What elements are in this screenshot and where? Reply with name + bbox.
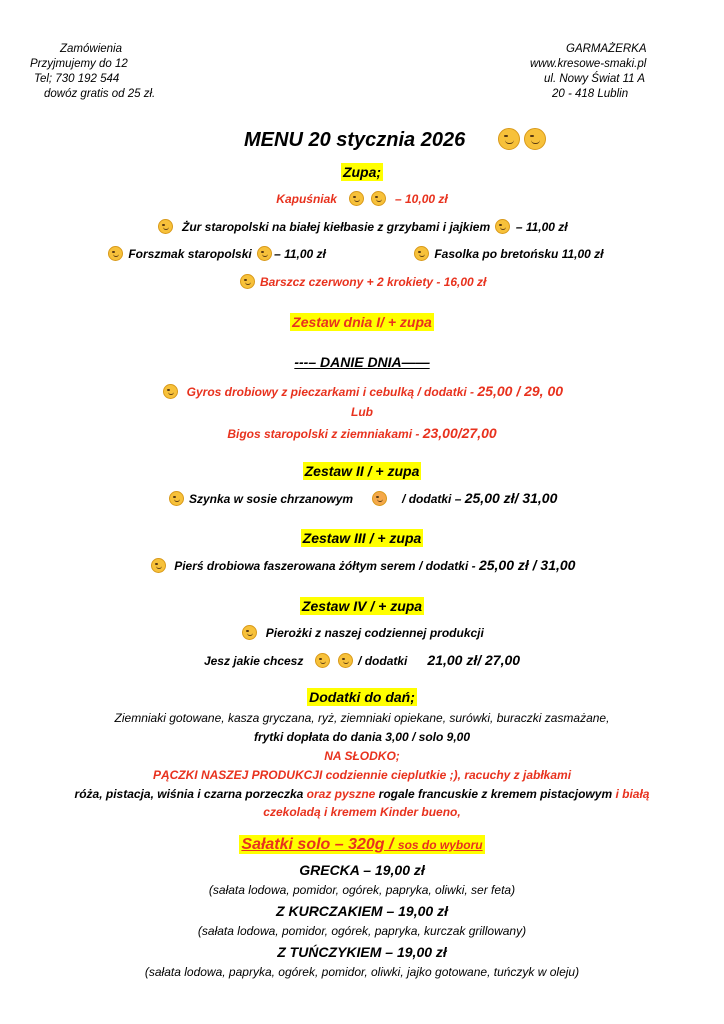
soup-name: Kapuśniak <box>276 192 337 206</box>
soup-name: Żur staropolski na białej kiełbasie z grzybami i jajkiem <box>182 220 491 234</box>
wink-emoji-icon <box>495 219 510 234</box>
header-left-line: Przyjmujemy do 12 <box>30 58 128 70</box>
or-label: Lub <box>351 405 373 419</box>
header-right-line: ul. Nowy Świat 11 A <box>544 73 645 85</box>
wink-emoji-icon <box>498 128 520 150</box>
wink-emoji-icon <box>242 625 257 640</box>
danie-dnia-heading: ---– DANIE DNIA—— <box>294 354 430 370</box>
soup-heading-row <box>0 164 724 180</box>
soup-name: Forszmak staropolski <box>128 247 252 261</box>
dish-price: 23,00/27,00 <box>422 425 497 441</box>
dish-price: 25,00 zł/ 31,00 <box>464 490 558 506</box>
dish-name: Pierożki z naszej codziennej produkcji <box>265 626 484 640</box>
salad-name: Z TUŃCZYKIEM – 19,00 zł <box>277 944 447 960</box>
dish-name: Gyros drobiowy z pieczarkami i cebulką / dodatki - <box>186 385 478 399</box>
text: rogale francuskie z kremem pistacjowym <box>375 787 616 801</box>
header-right-line: www.kresowe-smaki.pl <box>530 58 647 70</box>
dish-price: 25,00 / 29, 00 <box>477 383 564 399</box>
wink-emoji-icon <box>169 491 184 506</box>
set4-heading: Zestaw IV / + zupa <box>301 598 423 614</box>
soup-name: Barszcz czerwony + 2 krokiety - 16,00 zł <box>259 275 487 289</box>
soup-fasolka <box>412 246 604 261</box>
wink-emoji-icon <box>349 191 364 206</box>
salad-name: Z KURCZAKIEM – 19,00 zł <box>276 903 448 919</box>
soup-forszmak <box>106 246 326 261</box>
wink-emoji-icon <box>257 246 272 261</box>
header-left-line: dowóz gratis od 25 zł. <box>44 88 156 100</box>
text: i białą <box>615 787 650 801</box>
soup-price: – 10,00 zł <box>395 192 448 206</box>
soup-zur <box>0 219 724 234</box>
header-left-line: Zamówienia <box>60 43 122 55</box>
set2-heading: Zestaw II / + zupa <box>304 463 420 479</box>
wink-emoji-icon <box>338 653 353 668</box>
salads-heading-box <box>239 835 484 854</box>
dodatki-paczki: PĄCZKI NASZEJ PRODUKCJI codziennie cieplutkie ;), racuchy z jabłkami <box>152 768 572 782</box>
text: róża, pistacja, wiśnia i czarna porzeczka <box>74 787 307 801</box>
dish-price: 25,00 zł / 31,00 <box>478 557 576 573</box>
wink-emoji-icon <box>240 274 255 289</box>
salads-heading: Sałatki solo – 320g / <box>241 836 394 853</box>
salads-heading-row <box>0 836 724 854</box>
dish-extras: / dodatki – <box>402 492 465 506</box>
header-right-line: GARMAŻERKA <box>566 43 647 55</box>
set1-bigos <box>0 425 724 441</box>
dodatki-line4 <box>0 787 724 801</box>
dodatki-line1: Ziemniaki gotowane, kasza gryczana, ryż, ziemniaki opiekane, surówki, buraczki zasmażane, <box>114 711 610 725</box>
set4-item <box>0 625 724 640</box>
salad-desc: (sałata lodowa, papryka, ogórek, pomidor, oliwki, jajko gotowane, tuńczyk w oleju) <box>144 965 580 979</box>
set1-lub <box>0 405 724 419</box>
wink-emoji-icon <box>315 653 330 668</box>
header-right <box>528 42 688 102</box>
dodatki-line5: czekoladą i kremem Kinder bueno, <box>263 805 461 819</box>
dodatki-line2: frytki dopłata do dania 3,00 / solo 9,00 <box>253 730 471 744</box>
wink-emoji-icon <box>524 128 546 150</box>
dish-name: Bigos staropolski z ziemniakami - <box>227 427 423 441</box>
dish-extras: / dodatki <box>358 654 408 668</box>
set2-heading-row <box>0 463 724 479</box>
danie-dnia-heading-row <box>0 354 724 370</box>
wink-emoji-icon <box>163 384 178 399</box>
set1-heading: Zestaw dnia I/ + zupa <box>292 314 432 330</box>
dish-name: Szynka w sosie chrzanowym <box>188 492 354 506</box>
tongue-emoji-icon <box>372 491 387 506</box>
set2-item <box>0 490 724 506</box>
text: oraz pyszne <box>306 787 376 801</box>
wink-emoji-icon <box>371 191 386 206</box>
dodatki-na-slodko: NA SŁODKO; <box>324 749 400 763</box>
soup-price: – 11,00 zł <box>274 247 326 261</box>
dodatki-heading: Dodatki do dań; <box>309 689 415 705</box>
dodatki-heading-row <box>0 689 724 705</box>
set3-item <box>0 557 724 573</box>
set4-heading-row <box>0 598 724 614</box>
wink-emoji-icon <box>151 558 166 573</box>
wink-emoji-icon <box>158 219 173 234</box>
salads-sauce-note: sos do wyboru <box>397 838 483 852</box>
soup-kapusniak <box>0 191 724 206</box>
dish-name: Pierś drobiowa faszerowana żółtym serem / dodatki - <box>174 559 479 573</box>
set3-heading: Zestaw III / + zupa <box>302 530 422 546</box>
header-left-line: Tel; 730 192 544 <box>34 73 120 85</box>
dish-price: 21,00 zł/ 27,00 <box>427 652 521 668</box>
soup-price: – 11,00 zł <box>515 220 568 234</box>
dish-note: Jesz jakie chcesz <box>203 654 304 668</box>
salad-desc: (sałata lodowa, pomidor, ogórek, papryka, kurczak grillowany) <box>197 924 527 938</box>
salad-desc: (sałata lodowa, pomidor, ogórek, papryka, oliwki, ser feta) <box>208 883 516 897</box>
header-left <box>28 42 188 102</box>
wink-emoji-icon <box>108 246 123 261</box>
header-right-line: 20 - 418 Lublin <box>552 88 629 100</box>
set1-heading-row <box>0 314 724 330</box>
menu-title: MENU 20 stycznia 2026 <box>244 129 466 151</box>
soup-heading: Zupa; <box>342 164 382 180</box>
soup-name: Fasolka po bretońsku 11,00 zł <box>434 247 604 261</box>
set4-jesz <box>0 652 724 668</box>
salad-name: GRECKA – 19,00 zł <box>299 862 425 878</box>
set3-heading-row <box>0 530 724 546</box>
menu-title-row <box>244 128 548 152</box>
set1-gyros <box>0 383 724 399</box>
wink-emoji-icon <box>414 246 429 261</box>
soup-barszcz <box>0 274 724 289</box>
